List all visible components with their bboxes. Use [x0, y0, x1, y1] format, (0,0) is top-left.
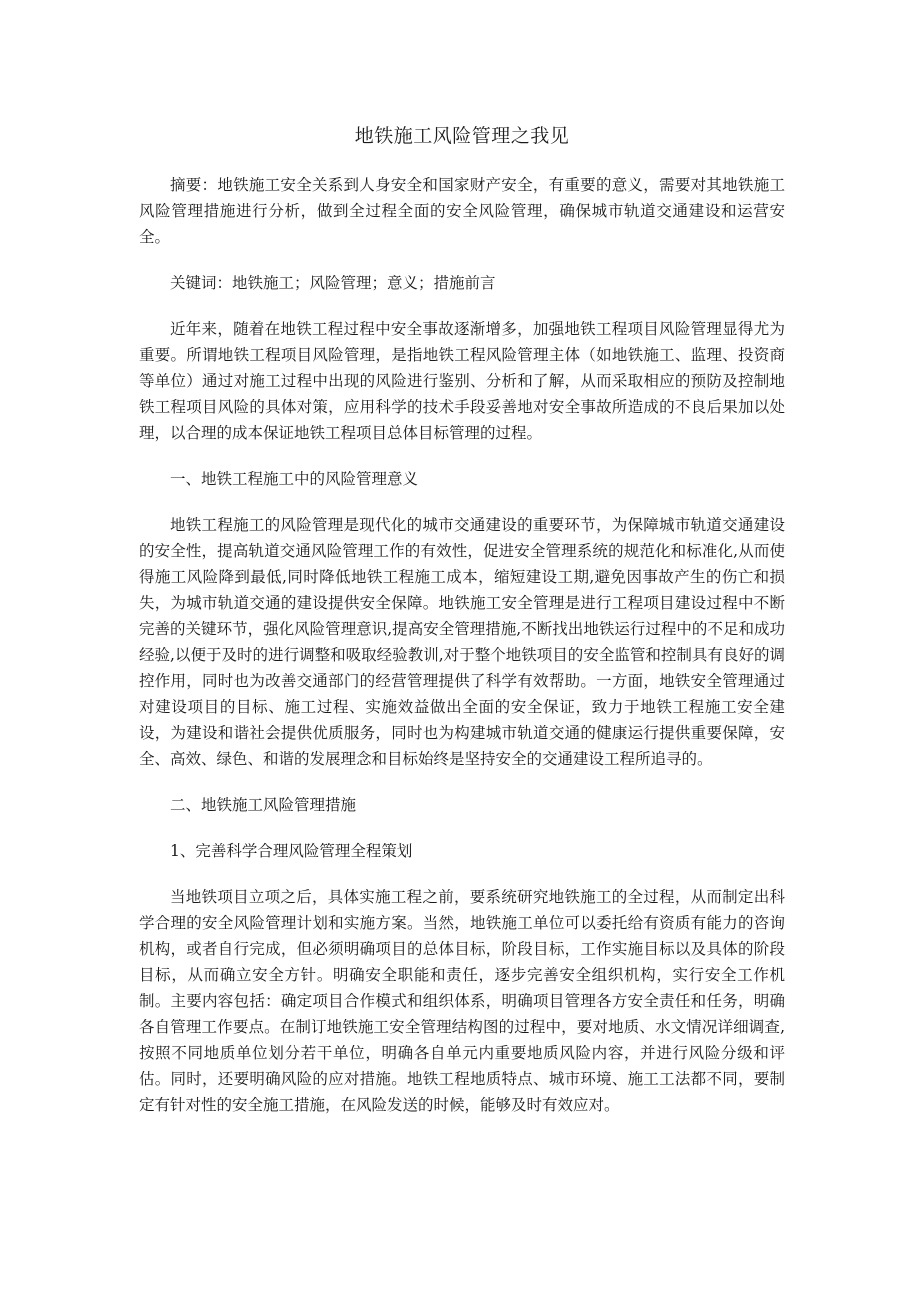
section1-heading: 一、地铁工程施工中的风险管理意义	[170, 470, 419, 488]
abstract-paragraph: 摘要：地铁施工安全关系到人身安全和国家财产安全，有重要的意义，需要对其地铁施工风险管理措施进行分析，做到全过程全面的安全风险管理，确保城市轨道交通建设和运营安全。	[139, 176, 785, 246]
subsection1-heading: 1、完善科学合理风险管理全程策划	[170, 842, 413, 860]
section1-paragraph: 地铁工程施工的风险管理是现代化的城市交通建设的重要环节，为保障城市轨道交通建设的安全性，提高轨道交通风险管理工作的有效性，促进安全管理系统的规范化和标准化,从而使得施工风险降到最低,同时降低地铁工程施工成本，缩短建设工期,避免因事故产生的伤亡和损失，为城市轨道交通的建设提供安全保障。地铁施工安全管理是进行工程项目建设过程中不断完善的关键环节，强化风险管理意识,提高安全管理措施,不断找出地铁运行过程中的不足和成功经验,以便于及时的进行调整和吸取经验教训,对于整个地铁项目的安全监管和控制具有良好的调控作用，同时也为改善交通部门的经营管理提供了科学有效帮助。一方面，地铁安全管理通过对建设项目的目标、施工过程、实施效益做出全面的安全保证，致力于地铁工程施工安全建设，为建设和谐社会提供优质服务，同时也为构建城市轨道交通的健康运行提供重要保障，安全、高效、绿色、和谐的发展理念和目标始终是坚持安全的交通建设工程所追寻的。	[139, 516, 785, 768]
document-body	[139, 122, 785, 1138]
intro-paragraph: 近年来，随着在地铁工程过程中安全事故逐渐增多，加强地铁工程项目风险管理显得尤为重要。所谓地铁工程项目风险管理，是指地铁工程风险管理主体（如地铁施工、监理、投资商等单位）通过对施工过程中出现的风险进行鉴别、分析和了解，从而采取相应的预防及控制地铁工程项目风险的具体对策，应用科学的技术手段妥善地对安全事故所造成的不良后果加以处理，以合理的成本保证地铁工程项目总体目标管理的过程。	[139, 320, 785, 442]
subsection1-paragraph: 当地铁项目立项之后，具体实施工程之前，要系统研究地铁施工的全过程，从而制定出科学合理的安全风险管理计划和实施方案。当然，地铁施工单位可以委托给有资质有能力的咨询机构，或者自行完成，但必须明确项目的总体目标，阶段目标，工作实施目标以及具体的阶段目标，从而确立安全方针。明确安全职能和责任，逐步完善安全组织机构，实行安全工作机制。主要内容包括：确定项目合作模式和组织体系，明确项目管理各方安全责任和任务，明确各自管理工作要点。在制订地铁施工安全管理结构图的过程中，要对地质、水文情况详细调查,按照不同地质单位划分若干单位，明确各自单元内重要地质风险内容，并进行风险分级和评估。同时，还要明确风险的应对措施。地铁工程地质特点、城市环境、施工工法都不同，要制定有针对性的安全施工措施，在风险发送的时候，能够及时有效应对。	[139, 888, 785, 1114]
keywords-line: 关键词：地铁施工；风险管理；意义；措施前言	[170, 274, 496, 292]
section2-heading: 二、地铁施工风险管理措施	[170, 796, 357, 814]
page-title: 地铁施工风险管理之我见	[354, 125, 570, 147]
